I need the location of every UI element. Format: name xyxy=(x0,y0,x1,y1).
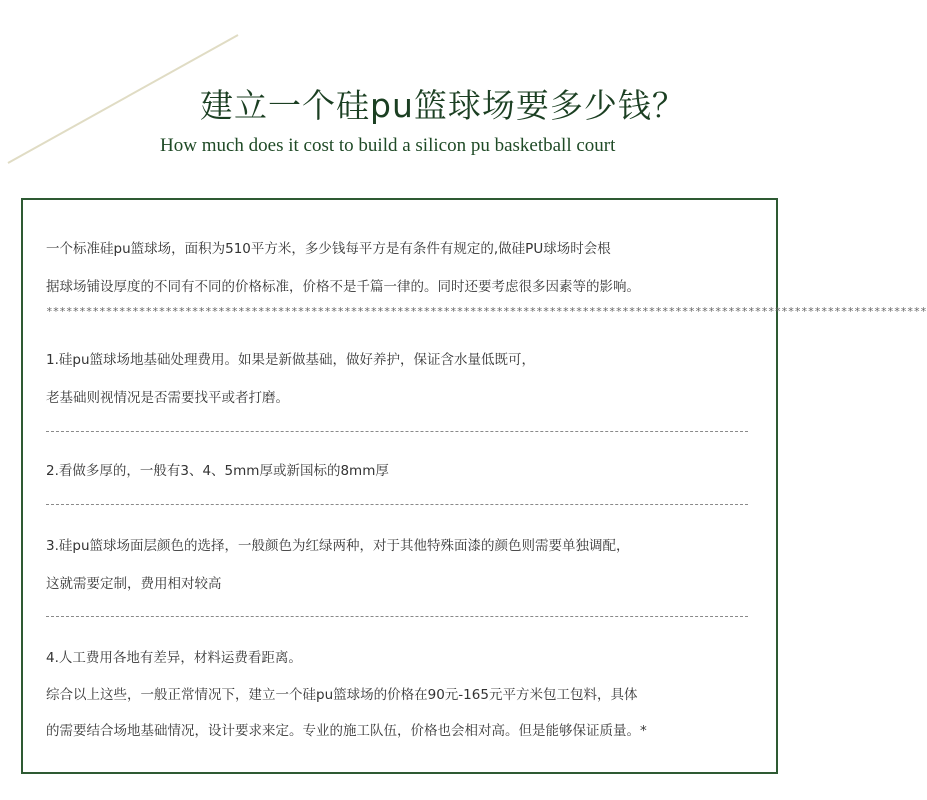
asterisk-separator: ************************************************************************************************************************************* xyxy=(46,305,927,318)
intro-line-1: 一个标准硅pu篮球场，面积为510平方米，多少钱每平方是有条件有规定的,做硅PU球场时会根 xyxy=(46,241,611,257)
dashed-divider xyxy=(46,504,748,505)
dashed-divider xyxy=(46,431,748,432)
section-1-line-1: 1.硅pu篮球场地基础处理费用。如果是新做基础，做好养护，保证含水量低既可， xyxy=(46,352,536,368)
section-2-line-1: 2.看做多厚的，一般有3、4、5mm厚或新国标的8mm厚 xyxy=(46,463,389,479)
intro-line-2: 据球场铺设厚度的不同有不同的价格标准，价格不是千篇一律的。同时还要考虑很多因素等的影响。 xyxy=(46,279,640,295)
summary-line-2: 的需要结合场地基础情况，设计要求来定。专业的施工队伍，价格也会相对高。但是能够保证质量。* xyxy=(46,723,647,739)
section-1-line-2: 老基础则视情况是否需要找平或者打磨。 xyxy=(46,390,289,406)
section-3-line-1: 3.硅pu篮球场面层颜色的选择，一般颜色为红绿两种，对于其他特殊面漆的颜色则需要单独调配， xyxy=(46,538,630,554)
page-title-english: How much does it cost to build a silicon pu basketball court xyxy=(160,135,616,156)
summary-line-1: 综合以上这些，一般正常情况下，建立一个硅pu篮球场的价格在90元-165元平方米包工包料，具体 xyxy=(46,687,638,703)
section-3-line-2: 这就需要定制，费用相对较高 xyxy=(46,576,222,592)
section-4-line-1: 4.人工费用各地有差异，材料运费看距离。 xyxy=(46,650,302,666)
dashed-divider xyxy=(46,616,748,617)
page-title-chinese: 建立一个硅pu篮球场要多少钱？ xyxy=(200,86,686,125)
